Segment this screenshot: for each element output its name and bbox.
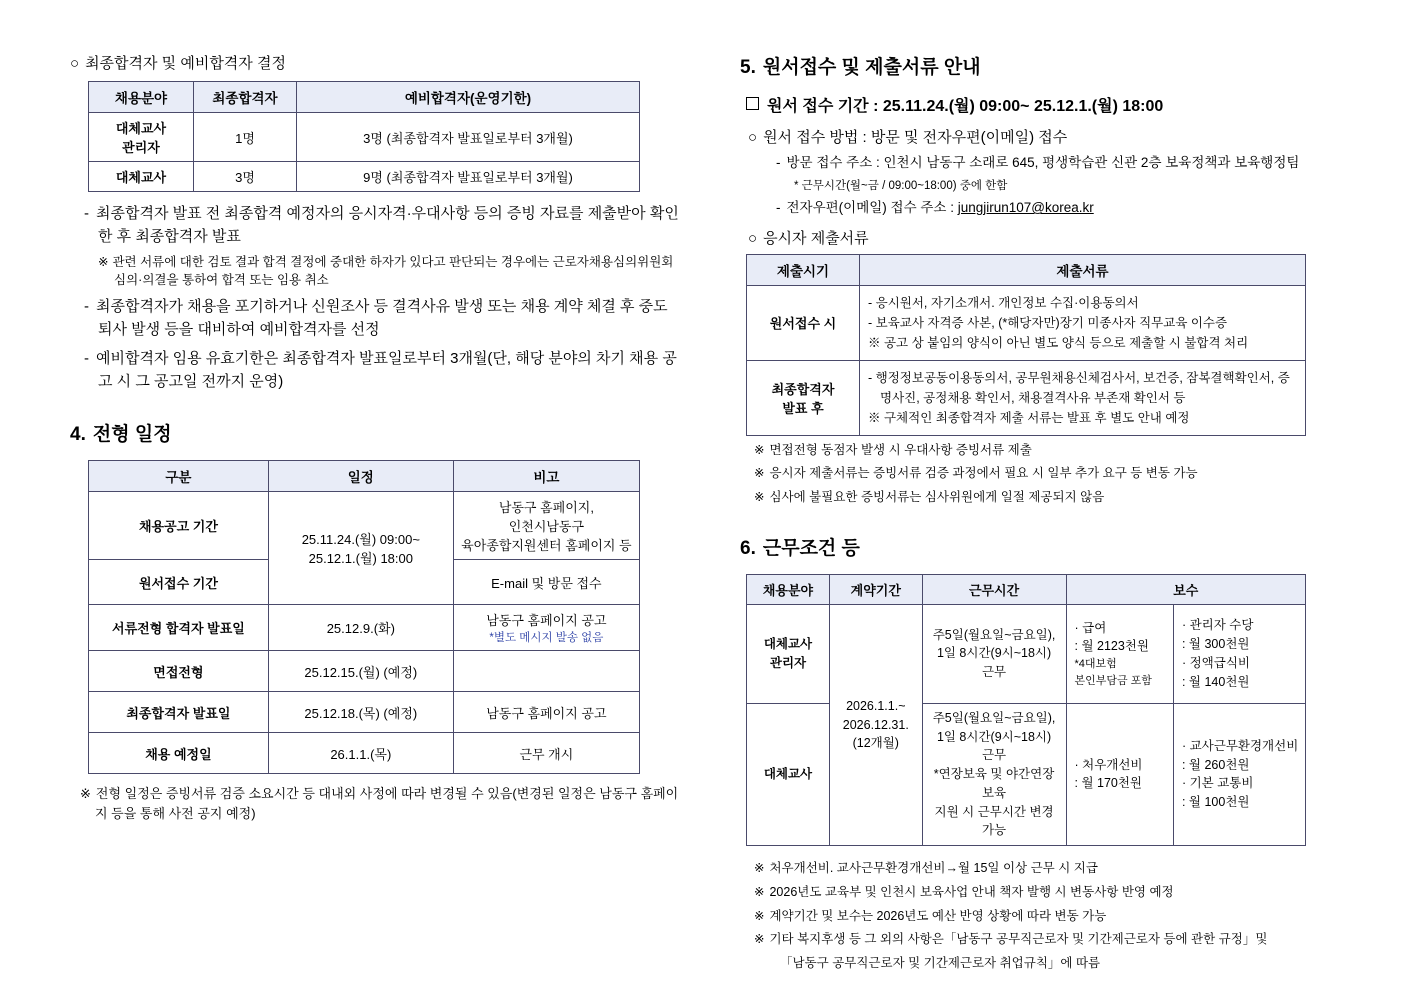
cell-docs — [860, 360, 1306, 435]
note-text: 관련 서류에 대한 검토 결과 합격 결정에 중대한 하자가 있다고 판단되는 경우에는 근로자채용심의위원회 심의·의결을 통하여 합격 또는 임용 취소 — [112, 254, 674, 288]
dash-marker-icon: - — [776, 200, 781, 216]
documents-table — [746, 254, 1306, 436]
email-label: 전자우편(이메일) 접수 주소 : — [786, 200, 958, 216]
col-when: 제출시기 — [747, 254, 860, 285]
cell-remark-sub: *별도 메시지 발송 없음 — [489, 632, 604, 644]
docs-note — [754, 441, 1363, 460]
circle-marker-icon: ○ — [748, 129, 758, 146]
asterisk-marker-icon: ※ — [98, 254, 109, 269]
dash-marker-icon: - — [84, 205, 89, 222]
asterisk-marker-icon: ※ — [754, 442, 765, 457]
cell-division: 면접전형 — [89, 651, 269, 692]
cell-remark: 남동구 홈페이지 공고 — [453, 692, 639, 733]
email-address-line — [776, 198, 1363, 218]
checkbox-icon — [746, 97, 759, 110]
col-remark: 비고 — [453, 461, 639, 492]
conditions-note-text: 기타 복지후생 등 그 외의 사항은「남동구 공무직근로자 및 기간제근로자 등에 관한 규정」및 — [769, 932, 1268, 947]
docs-note-text: 응시자 제출서류는 증빙서류 검증 과정에서 필요 시 일부 추가 요구 등 변동 가능 — [769, 466, 1198, 481]
note-item — [98, 253, 680, 291]
asterisk-marker-icon: ※ — [754, 466, 765, 481]
col-final: 최종합격자 — [194, 82, 297, 113]
cell-field: 대체교사 — [747, 703, 830, 845]
cell-division: 최종합격자 발표일 — [89, 692, 269, 733]
cell-division: 원서접수 기간 — [89, 560, 269, 605]
asterisk-marker-icon: ※ — [754, 932, 765, 947]
visit-hours-note: * 근무시간(월~금 / 09:00~18:00) 중에 한함 — [794, 180, 1008, 193]
section-5-title-text: 원서접수 및 제출서류 안내 — [762, 57, 981, 78]
cell-remark: 남동구 홈페이지, 인천시남동구 육아종합지원센터 홈페이지 등 — [453, 492, 639, 560]
schedule-table — [88, 460, 640, 774]
table-row — [89, 605, 640, 651]
asterisk-marker-icon: ※ — [754, 490, 765, 504]
conditions-note-text: 처우개선비. 교사근무환경개선비→월 15일 이상 근무 시 지급 — [769, 861, 1098, 875]
table-row — [89, 692, 640, 733]
docs-note-text: 면접전형 동점자 발생 시 우대사항 증빙서류 제출 — [769, 442, 1032, 457]
doc-item: ※ 공고 상 붙임의 양식이 아닌 별도 양식 등으로 제출할 시 불합격 처리 — [868, 335, 1249, 350]
table-row — [89, 162, 640, 192]
cell-division: 채용 예정일 — [89, 733, 269, 774]
documents-heading-text: 응시자 제출서류 — [763, 229, 869, 247]
dash-marker-icon: - — [84, 349, 89, 367]
pay-item: · 정액급식비 — [1181, 655, 1250, 670]
cell-pay-right — [1173, 604, 1305, 703]
col-division: 구분 — [89, 461, 269, 492]
table-row — [89, 733, 640, 774]
conditions-note — [754, 930, 1363, 949]
bullet-text: 최종합격자가 채용을 포기하거나 신원조사 등 결격사유 발생 또는 채용 계약 체결 후 중도 퇴사 발생 등을 대비하여 예비합격자를 선정 — [96, 298, 668, 339]
table-header-row — [89, 461, 640, 492]
cell-division: 채용공고 기간 — [89, 492, 269, 560]
cell-field: 대체교사 관리자 — [89, 113, 194, 162]
doc-item: - 행정정보공동이용동의서, 공무원채용신체검사서, 보건증, 잠복결핵확인서, 증명사진, 공정채용 확인서, 채용결격사유 부존재 확인서 등 — [868, 370, 1290, 405]
cell-remark: 근무 개시 — [453, 733, 639, 774]
pay-item: : 월 260천원 — [1181, 757, 1250, 772]
cell-remark-main: 남동구 홈페이지 공고 — [486, 613, 607, 628]
circle-marker-icon: ○ — [70, 55, 80, 72]
conditions-note — [754, 859, 1363, 878]
pay-item: : 월 140천원 — [1181, 674, 1250, 689]
cell-when: 최종합격자 발표 후 — [747, 360, 860, 435]
pay-item: · 교사근무환경개선비 — [1181, 738, 1299, 753]
conditions-note — [754, 883, 1363, 902]
conditions-note — [754, 907, 1363, 926]
dash-marker-icon: - — [84, 298, 89, 315]
pay-item: · 관리자 수당 — [1181, 618, 1254, 633]
cell-remark — [453, 651, 639, 692]
section-6-title — [740, 533, 1363, 560]
doc-item: - 보육교사 자격증 사본, (*해당자만)장기 미종사자 직무교육 이수증 — [868, 315, 1228, 330]
documents-heading — [748, 227, 1363, 248]
schedule-footnote-text: 전형 일정은 증빙서류 검증 소요시간 등 대내외 사정에 따라 변경될 수 있음(변경된 일정은 남동구 홈페이지 등을 통해 사전 공지 예정) — [95, 786, 679, 821]
col-period: 계약기간 — [829, 574, 922, 604]
schedule-footnote — [80, 784, 680, 823]
asterisk-marker-icon: ※ — [754, 908, 765, 923]
table-row — [747, 360, 1306, 435]
bullet-text: 예비합격자 임용 유효기한은 최종합격자 발표일로부터 3개월(단, 해당 분야의 차기 채용 공고 시 그 공고일 전까지 운영) — [96, 349, 677, 390]
cell-pay-left — [1066, 604, 1173, 703]
col-hours: 근무시간 — [922, 574, 1066, 604]
cell-date: 25.12.9.(화) — [268, 605, 453, 651]
conditions-note-continued: 「남동구 공무직근로자 및 기간제근로자 취업규칙」에 따름 — [780, 956, 1101, 970]
col-date: 일정 — [268, 461, 453, 492]
final-pass-heading — [70, 52, 680, 73]
cell-reserve: 3명 (최종합격자 발표일로부터 3개월) — [297, 113, 640, 162]
visit-address-text: 방문 접수 주소 : 인천시 남동구 소래로 645, 평생학습관 신관 2층 보육정책과 보육행정팀 — [786, 155, 1300, 170]
table-header-row — [89, 82, 640, 113]
asterisk-marker-icon: ※ — [754, 861, 765, 875]
section-4-number: 4. — [70, 424, 86, 445]
cell-division: 서류전형 합격자 발표일 — [89, 605, 269, 651]
cell-remark — [453, 605, 639, 651]
application-period-text: 원서 접수 기간 : 25.11.24.(월) 09:00~ 25.12.1.(월) 18:00 — [767, 98, 1164, 115]
col-reserve: 예비합격자(운영기한) — [297, 82, 640, 113]
docs-note — [754, 488, 1363, 507]
right-column — [700, 0, 1403, 992]
email-link[interactable]: jungjirun107@korea.kr — [957, 200, 1094, 216]
cell-pay-right — [1173, 703, 1305, 845]
pay-item: · 처우개선비 — [1074, 757, 1143, 772]
schedule-table-wrap — [88, 460, 680, 774]
section-6-title-text: 근무조건 등 — [762, 537, 860, 559]
application-method-text: 원서 접수 방법 : 방문 및 전자우편(이메일) 접수 — [763, 129, 1068, 146]
cell-hours: 주5일(월요일~금요일), 1일 8시간(9시~18시) 근무 *연장보육 및 야간연장보육 지원 시 근무시간 변경 가능 — [922, 703, 1066, 845]
final-pass-heading-text: 최종합격자 및 예비합격자 결정 — [85, 55, 286, 72]
cell-date: 25.12.18.(목) (예정) — [268, 692, 453, 733]
cell-remark: E-mail 및 방문 접수 — [453, 560, 639, 605]
table-row — [747, 285, 1306, 360]
bullet-text: 최종합격자 발표 전 최종합격 예정자의 응시자격·우대사항 등의 증빙 자료를 제출받아 확인한 후 최종합격자 발표 — [96, 205, 679, 246]
pay-item: : 월 2123천원 — [1074, 639, 1149, 654]
pay-item: · 급여 — [1074, 620, 1107, 635]
pay-item: *4대보험 — [1074, 658, 1117, 670]
col-pay: 보수 — [1066, 574, 1306, 604]
section-4-title — [70, 419, 680, 446]
cell-when: 원서접수 시 — [747, 285, 860, 360]
col-docs: 제출서류 — [860, 254, 1306, 285]
pay-item: : 월 170천원 — [1074, 776, 1142, 791]
conditions-note-text: 2026년도 교육부 및 인천시 보육사업 안내 책자 발행 시 변동사항 반영 예정 — [769, 884, 1174, 899]
cell-date: 25.12.15.(월) (예정) — [268, 651, 453, 692]
doc-item: - 응시원서, 자기소개서. 개인정보 수집·이용동의서 — [868, 295, 1139, 310]
cell-final: 1명 — [194, 113, 297, 162]
cell-hours: 주5일(월요일~금요일), 1일 8시간(9시~18시) 근무 — [922, 604, 1066, 703]
bullet-item — [84, 295, 680, 342]
final-pass-table — [88, 81, 640, 192]
visit-address-line — [776, 153, 1363, 173]
section-5-number: 5. — [740, 57, 756, 78]
pay-item: : 월 300천원 — [1181, 637, 1250, 651]
cell-final: 3명 — [194, 162, 297, 192]
cell-docs — [860, 285, 1306, 360]
circle-marker-icon: ○ — [748, 229, 758, 247]
cell-field: 대체교사 — [89, 162, 194, 192]
conditions-note-text: 계약기간 및 보수는 2026년도 예산 반영 상황에 따라 변동 가능 — [769, 908, 1107, 923]
application-method-line — [748, 126, 1363, 147]
col-field: 채용분야 — [747, 574, 830, 604]
pay-item: · 기본 교통비 — [1181, 776, 1254, 791]
table-header-row — [747, 254, 1306, 285]
dash-marker-icon: - — [776, 155, 781, 170]
docs-note-text: 심사에 불필요한 증빙서류는 심사위원에게 일절 제공되지 않음 — [769, 490, 1105, 504]
asterisk-marker-icon: ※ — [80, 786, 91, 801]
left-column — [0, 0, 700, 992]
working-conditions-table — [746, 574, 1306, 846]
cell-period: 2026.1.1.~ 2026.12.31. (12개월) — [829, 604, 922, 845]
bullet-item — [84, 202, 680, 249]
table-row — [89, 113, 640, 162]
section-5-title — [740, 52, 1363, 79]
bullet-item — [84, 347, 680, 394]
section-6-number: 6. — [740, 537, 756, 559]
cell-date: 26.1.1.(목) — [268, 733, 453, 774]
cell-field: 대체교사 관리자 — [747, 604, 830, 703]
pay-item: : 월 100천원 — [1181, 795, 1250, 810]
table-header-row — [747, 574, 1306, 604]
table-row — [89, 651, 640, 692]
cell-date: 25.11.24.(월) 09:00~ 25.12.1.(월) 18:00 — [268, 492, 453, 605]
pay-item: 본인부담금 포함 — [1074, 674, 1152, 687]
cell-pay-left — [1066, 703, 1173, 845]
col-field: 채용분야 — [89, 82, 194, 113]
table-row — [747, 604, 1306, 703]
application-period-line — [746, 93, 1363, 116]
asterisk-marker-icon: ※ — [754, 884, 765, 899]
docs-note — [754, 464, 1363, 483]
section-4-title-text: 전형 일정 — [92, 424, 172, 445]
cell-reserve: 9명 (최종합격자 발표일로부터 3개월) — [297, 162, 640, 192]
final-pass-table-wrap — [88, 81, 680, 192]
table-row — [89, 492, 640, 560]
doc-item: ※ 구체적인 최종합격자 제출 서류는 발표 후 별도 안내 예정 — [868, 410, 1190, 425]
